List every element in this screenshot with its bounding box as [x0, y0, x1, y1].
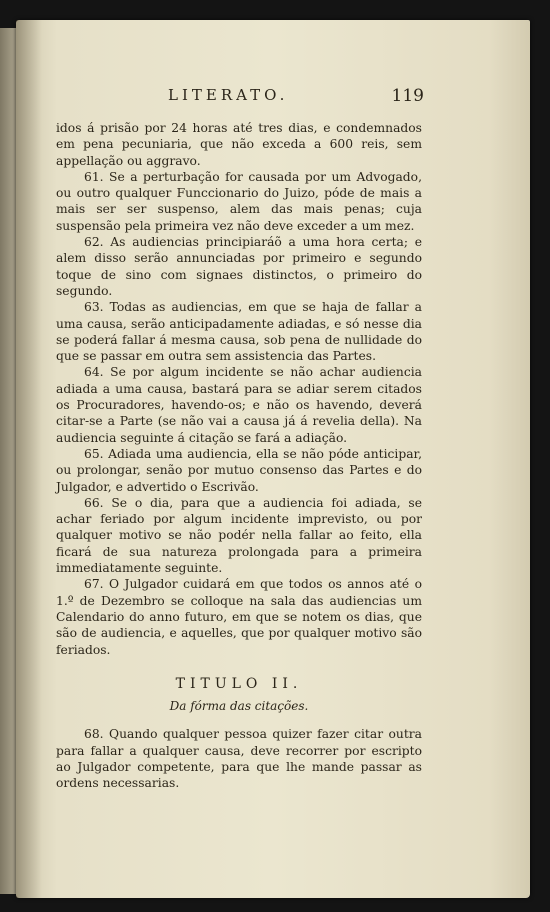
page-header — [168, 86, 424, 112]
page-text — [56, 120, 422, 792]
paragraph-68: 68. Quando qualquer pessoa quizer fazer citar outra para fallar a qualquer causa, deve recorrer por escripto ao Julgador competente, para que lhe mande passar as ordens necessarias. — [56, 727, 422, 791]
section-subtitle: Da fórma das citações. — [169, 699, 309, 714]
section-title: TITULO II. — [175, 675, 303, 692]
paragraph-62: 62. As audiencias principiaráõ a uma hora certa; e alem disso serão annunciadas por primeiro e segundo toque de sino com signaes distinctos, o primeiro do segundo. — [56, 235, 422, 298]
running-head: LITERATO. — [168, 86, 289, 104]
page-number: 119 — [391, 86, 424, 106]
paragraph-65: 65. Adiada uma audiencia, ella se não póde anticipar, ou prolongar, senão por mutuo consenso das Partes e do Julgador, e advertido o Escrivão. — [56, 446, 422, 494]
paragraph-67: 67. O Julgador cuidará em que todos os annos até o 1.º de Dezembro se colloque na sala das audiencias um Calendario do anno futuro, em que se notem os dias, que são de audiencia, e aquelles, que por qualquer motivo são feriados. — [56, 577, 422, 657]
paragraph-continued: idos á prisão por 24 horas até tres dias, e condemnados em pena pecuniaria, que não exceda a 600 reis, sem appellação ou aggravo. — [56, 121, 422, 168]
paragraph-63: 63. Todas as audiencias, em que se haja de fallar a uma causa, serão anticipadamente adiadas, e só nesse dia se poderá fallar á mesma causa, sob pena de nullidade do que se passar em outra sem assistencia das Partes. — [56, 300, 422, 364]
paragraph-61: 61. Se a perturbação for causada por um Advogado, ou outro qualquer Funccionario do Juizo, póde de mais a mais ser ser suspenso, alem das mais penas; cuja suspensão pela primeira vez não deve exceder a um mez. — [56, 169, 422, 233]
paragraph-66: 66. Se o dia, para que a audiencia foi adiada, se achar feriado por algum incidente imprevisto, ou por qualquer motivo se não podér nella fallar ao feito, ella ficará de sua natureza prolongada para a primeira immediatamente seguinte. — [56, 495, 422, 576]
paragraph-64: 64. Se por algum incidente se não achar audiencia adiada a uma causa, bastará para se adiar serem citados os Procuradores, havendo-os; e não os havendo, deverá citar-se a Parte (se não vai a causa já á revelia della). Na audiencia seguinte á citação se fará a adiação. — [56, 365, 422, 445]
